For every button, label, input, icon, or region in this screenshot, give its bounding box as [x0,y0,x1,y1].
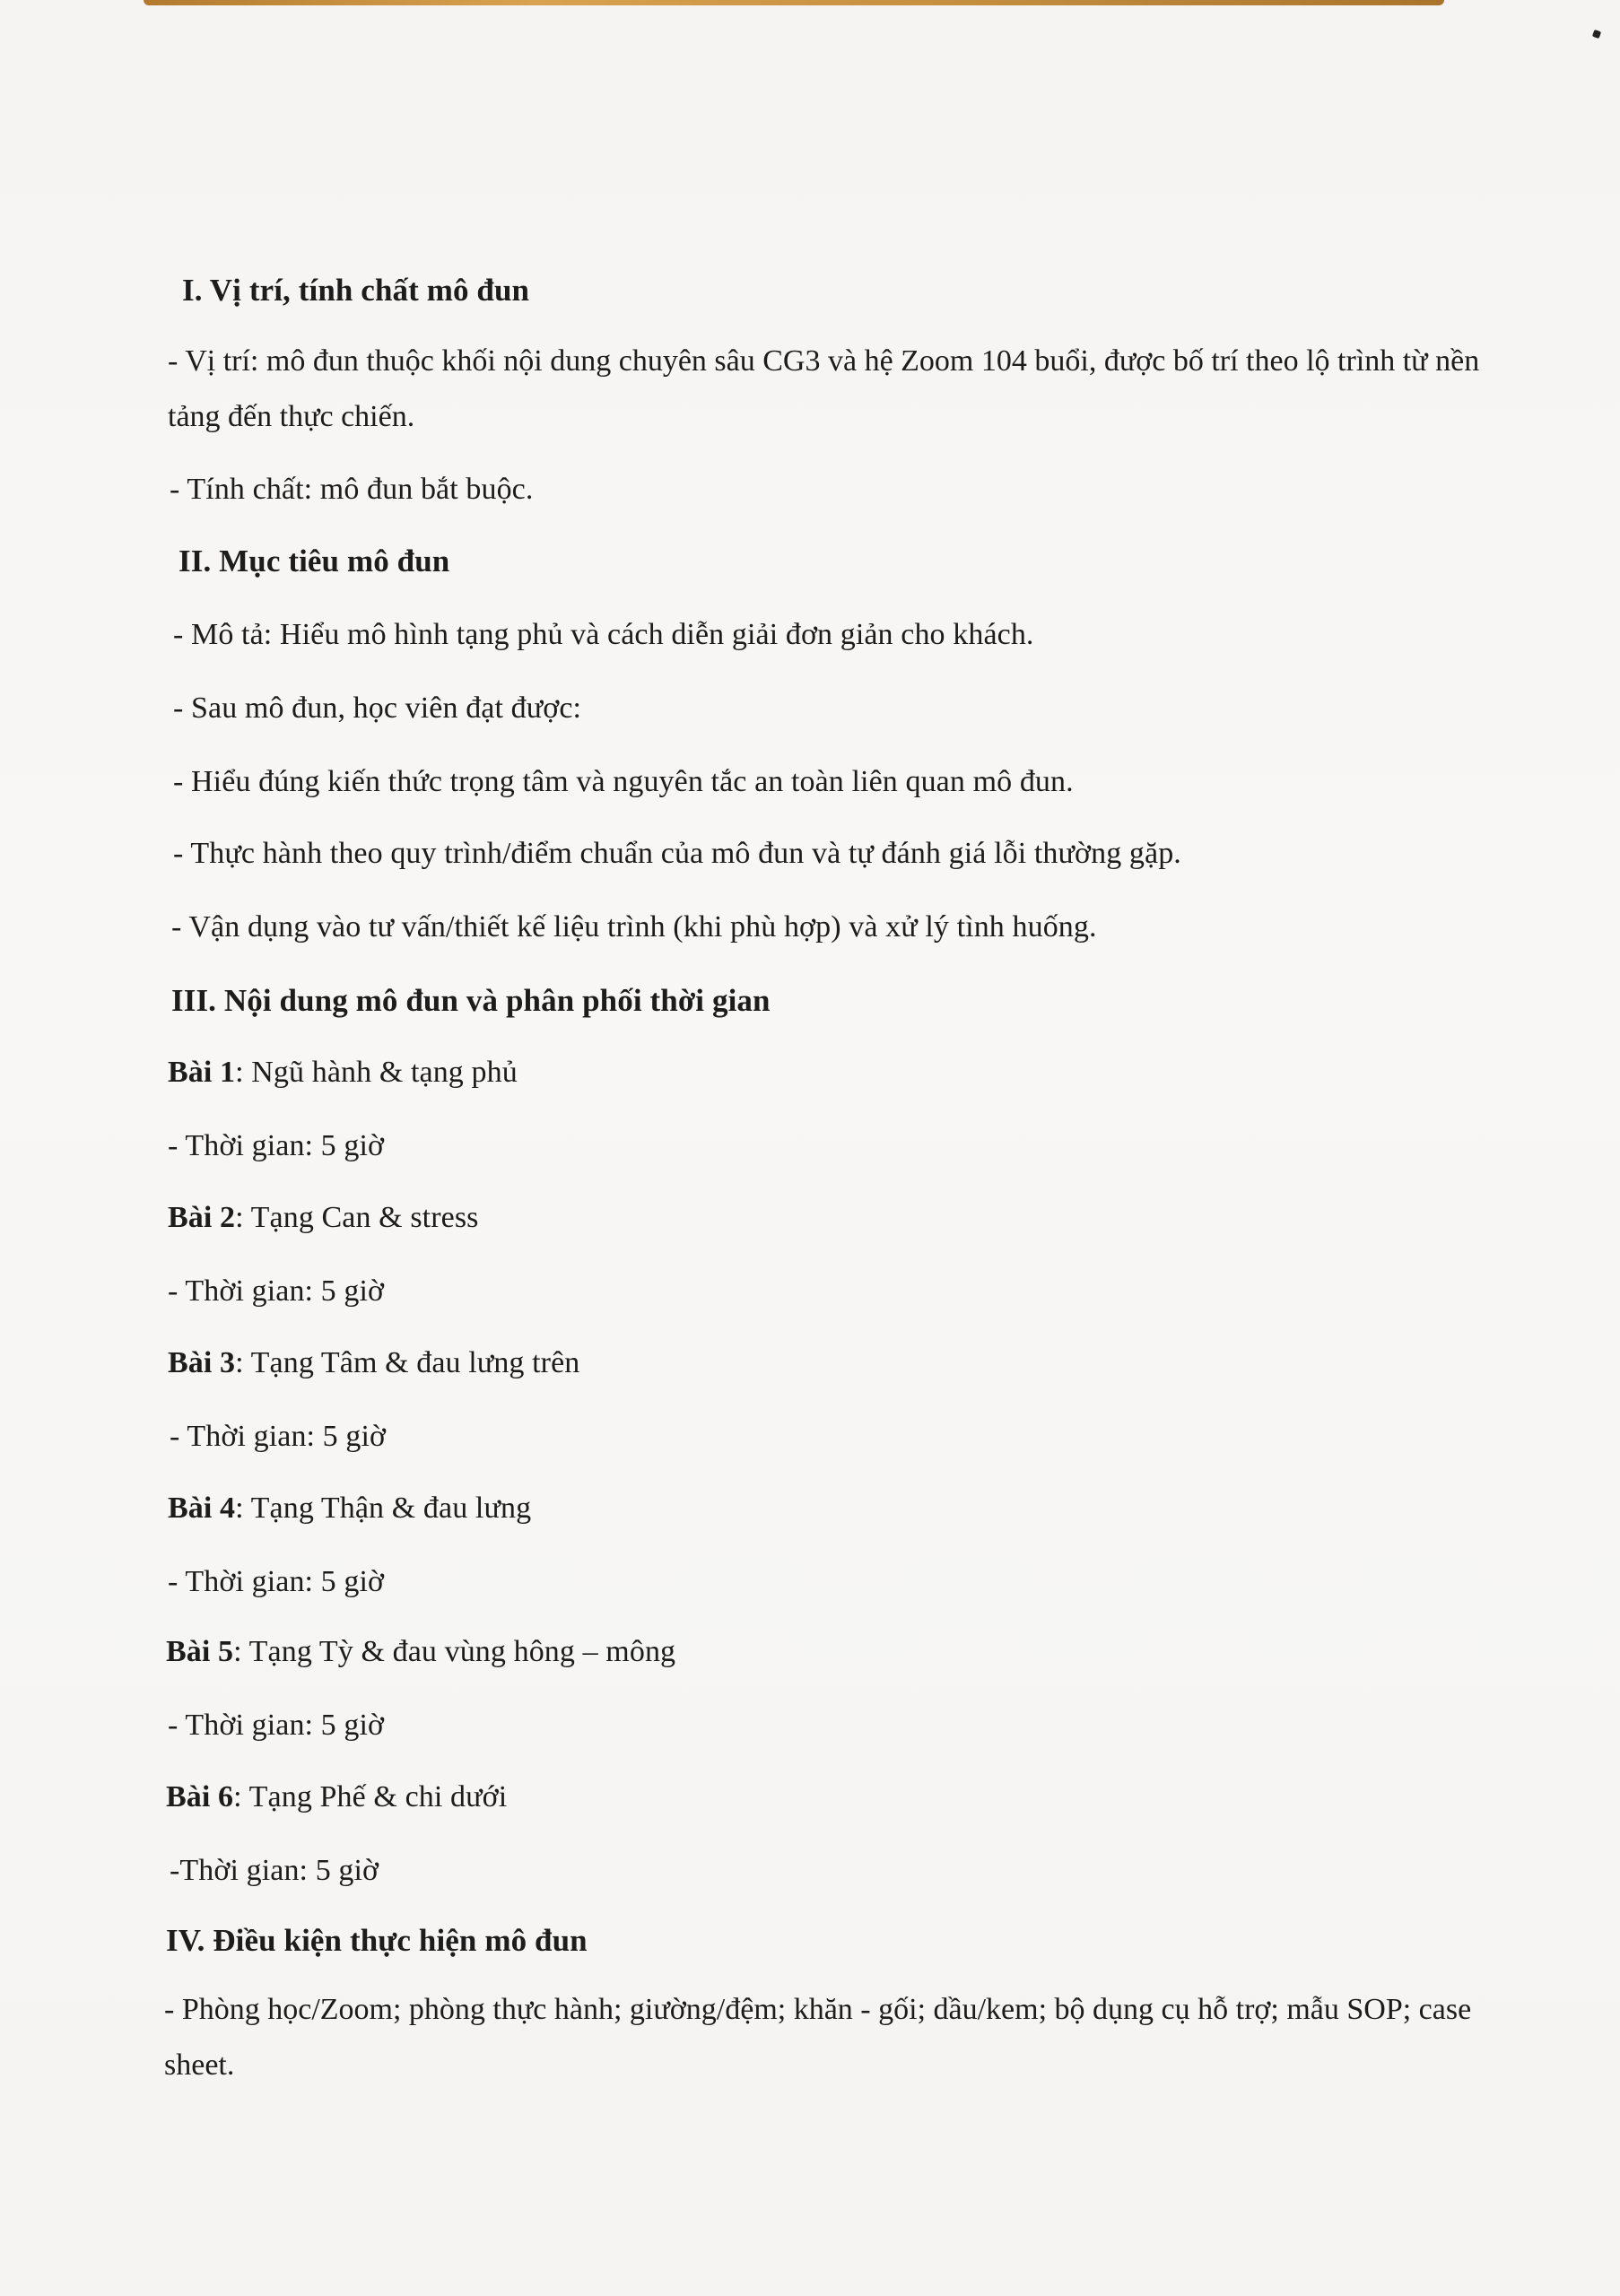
lesson-5-time: - Thời gian: 5 giờ [168,1709,385,1742]
section-1-item-nature: - Tính chất: mô đun bắt buộc. [170,473,534,506]
lesson-3-time: - Thời gian: 5 giờ [170,1420,387,1453]
section-heading-4: IV. Điều kiện thực hiện mô đun [166,1923,588,1958]
section-2-item-application: - Vận dụng vào tư vấn/thiết kế liệu trình (khi phù hợp) và xử lý tình huống. [171,910,1097,944]
lesson-2 [168,1198,479,1238]
lesson-4-number: Bài 4 [168,1492,236,1525]
section-heading-3: III. Nội dung mô đun và phân phối thời gian [171,983,771,1018]
lesson-2-title: : Tạng Can & stress [235,1201,479,1234]
section-2-item-knowledge: - Hiểu đúng kiến thức trọng tâm và nguyên tắc an toàn liên quan mô đun. [173,765,1074,798]
lesson-5-title: : Tạng Tỳ & đau vùng hông – mông [233,1635,676,1668]
lesson-6-number: Bài 6 [166,1780,234,1813]
lesson-6-time: -Thời gian: 5 giờ [170,1854,379,1887]
lesson-1-title: : Ngũ hành & tạng phủ [235,1056,518,1089]
lesson-3 [168,1344,579,1383]
section-heading-2: II. Mục tiêu mô đun [179,544,450,578]
lesson-6 [166,1778,507,1817]
lesson-4-title: : Tạng Thận & đau lưng [235,1492,532,1525]
lesson-3-number: Bài 3 [168,1346,236,1379]
lesson-6-title: : Tạng Phế & chi dưới [233,1780,508,1813]
section-2-item-description: - Mô tả: Hiểu mô hình tạng phủ và cách diễn giải đơn giản cho khách. [173,618,1034,651]
lesson-2-number: Bài 2 [168,1201,236,1234]
lesson-4 [168,1489,531,1528]
lesson-1-time: - Thời gian: 5 giờ [168,1129,385,1162]
section-1-item-position: - Vị trí: mô đun thuộc khối nội dung chuyên sâu CG3 và hệ Zoom 104 buổi, được bố trí theo lộ trình từ nền tảng đến thực chiến. [168,344,1480,433]
lesson-4-time: - Thời gian: 5 giờ [168,1565,385,1598]
lesson-2-time: - Thời gian: 5 giờ [168,1274,385,1308]
lesson-3-title: : Tạng Tâm & đau lưng trên [235,1346,580,1379]
lesson-1 [168,1053,518,1092]
lesson-1-number: Bài 1 [168,1056,236,1089]
lesson-5-number: Bài 5 [166,1635,234,1668]
section-2-item-practice: - Thực hành theo quy trình/điểm chuẩn của mô đun và tự đánh giá lỗi thường gặp. [173,837,1181,870]
lesson-5 [166,1632,675,1672]
section-heading-1: I. Vị trí, tính chất mô đun [182,273,530,308]
section-4-item-requirements: - Phòng học/Zoom; phòng thực hành; giường/đệm; khăn - gối; dầu/kem; bộ dụng cụ hỗ trợ; mẫu SOP; case sheet. [164,1993,1472,2082]
section-2-item-outcomes: - Sau mô đun, học viên đạt được: [173,691,582,725]
